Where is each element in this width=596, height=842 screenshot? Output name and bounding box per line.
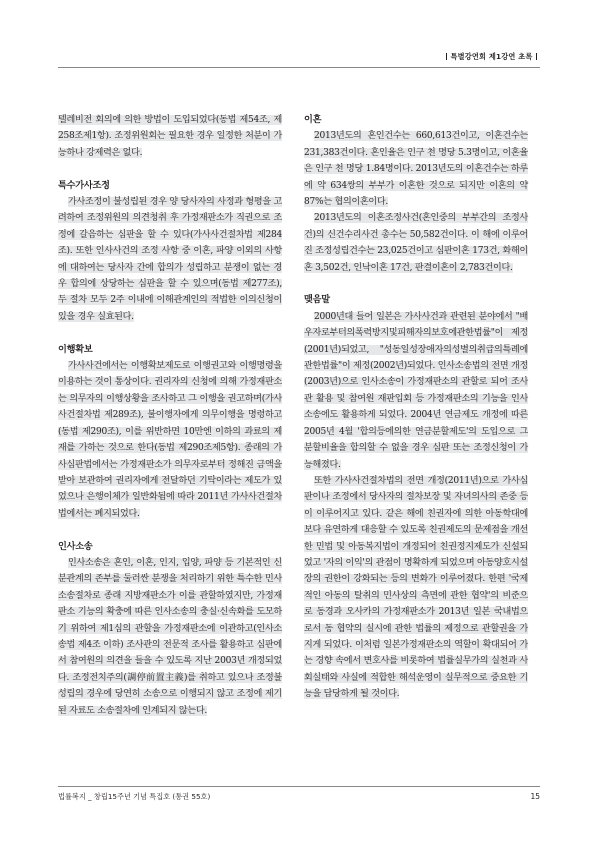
body-paragraph — [304, 210, 528, 276]
section-heading: 이혼 — [304, 114, 322, 125]
section-gap — [58, 161, 282, 177]
section-gap — [58, 325, 282, 341]
body-paragraph — [58, 112, 282, 161]
tag-bar-left — [446, 53, 448, 60]
body-paragraph — [58, 358, 282, 522]
footer-publication: 법률복지 _ 창립15주년 기념 특집호 (통권 55호) — [58, 792, 211, 801]
section-heading: 이행확보 — [58, 343, 93, 355]
paragraph-text: 2013년도의 혼인건수는 660,613건이고, 이혼건수는 231,383건이다. 혼인율은 인구 천 명당 5.3명이고, 이혼율은 인구 천 명당 1.84명이다. 2013년도의 이혼건수는 하루에 약 634쌍의 부부가 이혼한 것으로 되지만 이혼의 약 87%는 협의이혼이다. — [304, 131, 528, 208]
body-paragraph — [304, 128, 528, 210]
body-paragraph — [304, 309, 528, 473]
page-number: 15 — [530, 792, 540, 801]
paragraph-text: 2013년도의 이혼조정사건(혼인중의 부부간의 조정사건)의 신건수리사건 총수는 50,582건이다. 이 해에 이루어진 조정성립건수는 23,025건이고 심판이혼 173건, 화해이혼 3,502건, 인낙이혼 17건, 판결이혼이 2,783건이다. — [304, 213, 528, 273]
section-heading: 인사소송 — [58, 540, 93, 552]
paragraph-text: 인사소송은 혼인, 이혼, 인지, 입양, 파양 등 기본적인 신분관계의 존부를 둘러싼 분쟁을 처리하기 위한 특수한 민사소송절차로 종래 지방재판소가 이를 관할하였지만, 가정재판소 기능의 확충에 따른 인사소송의 충실·신속화를 도모하기 위하여 제1심의 관할을 가정재판소에 이관하고(인사소송법 제4조 이하) 조사관의 전문적 조사를 활용하고 심판에서 참여원의 의견을 들을 수 있도록 지난 2003년 개정되었다. 조정전치주의(調停前置主義)를 취하고 있으나 조정불성립의 경우에 당연히 소송으로 이행되지 않고 조정에 제기된 자료도 소송절차에 인계되지 않는다. — [58, 557, 282, 716]
body-paragraph — [304, 473, 528, 703]
footer-rule — [58, 786, 540, 787]
section-heading: 맺음말 — [304, 294, 330, 306]
section-gap — [58, 522, 282, 538]
header-tag-text: 특별강연회 제1강연 초록 — [450, 52, 533, 61]
tag-bar-right — [536, 53, 538, 60]
body-paragraph — [58, 555, 282, 719]
right-column — [304, 112, 528, 703]
section-heading: 특수가사조정 — [58, 179, 110, 191]
header-rule — [58, 67, 540, 68]
header-section-tag — [443, 52, 540, 62]
left-column — [58, 112, 282, 719]
paragraph-text: 가사사건에서는 이행확보제도로 이행권고와 이행명령을 이용하는 것이 통상이다. 권리자의 신청에 의해 가정재판소는 의무자의 이행상황을 조사하고 그 이행을 권고하며(가사사건절차법 제289조), 불이행자에게 의무이행을 명령하고(동법 제290조), 이를 위반하면 10만엔 이하의 과료의 제재를 가하는 것으로 한다(동법 제290조제5항). 종래의 가사심판법에서는 가정재판소가 의무자로부터 정해진 금액을 받아 보관하여 권리자에게 전달하던 기탁이라는 제도가 있었으나 은행이체가 일반화됨에 따라 2011년 가사사건절차법에서는 폐지되었다. — [58, 361, 282, 519]
section-gap — [304, 276, 528, 292]
paragraph-text: 2000년대 들어 일본은 가사사건과 관련된 분야에서 "배우자로부터의폭력방지및피해자의보호에관한법률"이 제정(2001년)되었고, "성동일성장애자의성별의취급의특례에관한법률"이 제정(2002년)되었다. 인사소송법의 전면 개정(2003년)으로 인사소송이 가정재판소의 관할로 되어 조사관 활용 및 참여원 재판입회 등 가정재판소의 기능을 인사소송에도 활용하게 되었다. 2004년 연금제도 개정에 따른 2005년 4월 '합의등에의한 연금분할제도'의 도입으로 그 분할비율을 합의할 수 없을 경우 심판 또는 조정신청이 가능해졌다. — [304, 311, 528, 470]
paragraph-text: 또한 가사사건절차법의 전면 개정(2011년)으로 가사심판이나 조정에서 당사자의 절차보장 및 자녀의사의 존중 등이 이루어지고 있다. 같은 해에 친권자에 의한 아동학대에 보다 유연하게 대응할 수 있도록 친권제도의 문제점을 개선한 민법 및 아동복지법이 개정되어 친권정지제도가 신설되었고 '자의 이익'의 관점이 명확하게 되었으며 아동양호시설장의 권한이 강화되는 등의 변화가 이루어졌다. 한편 '국제적인 아동의 탈취의 민사상의 측면에 관한 협약'의 비준으로 동경과 오사카의 가정재판소가 2013년 일본 국내법으로서 동 협약의 실시에 관한 법률의 제정으로 관할권을 가지게 되었다. 이처럼 일본가정재판소의 역할이 확대되어 가는 경향 속에서 변호사를 비롯하여 법률실무가의 실천과 사회실태와 사실에 적합한 해석운영이 실무적으로 중요한 기능을 담당하게 될 것이다. — [304, 475, 528, 700]
paragraph-text: 텔레비전 회의에 의한 방법이 도입되었다(동법 제54조, 제258조제1항). 조정위원회는 필요한 경우 일정한 처분이 가능하나 강제력은 없다. — [58, 115, 282, 158]
body-paragraph — [58, 194, 282, 325]
paragraph-text: 가사조정이 불성립된 경우 양 당사자의 사정과 형평을 고려하여 조정위원의 의견청취 후 가정재판소가 직권으로 조정에 갈음하는 심판을 할 수 있다(가사사건절차법 제284조). 또한 인사사건의 조정 사항 중 이혼, 파양 이외의 사항에 대하여는 당사자 간에 합의가 성립하고 분쟁이 없는 경우 합의에 상당하는 심판을 할 수 있으며(동법 제277조), 두 절차 모두 2주 이내에 이해관계인의 적법한 이의신청이 있을 경우 실효된다. — [58, 197, 282, 322]
